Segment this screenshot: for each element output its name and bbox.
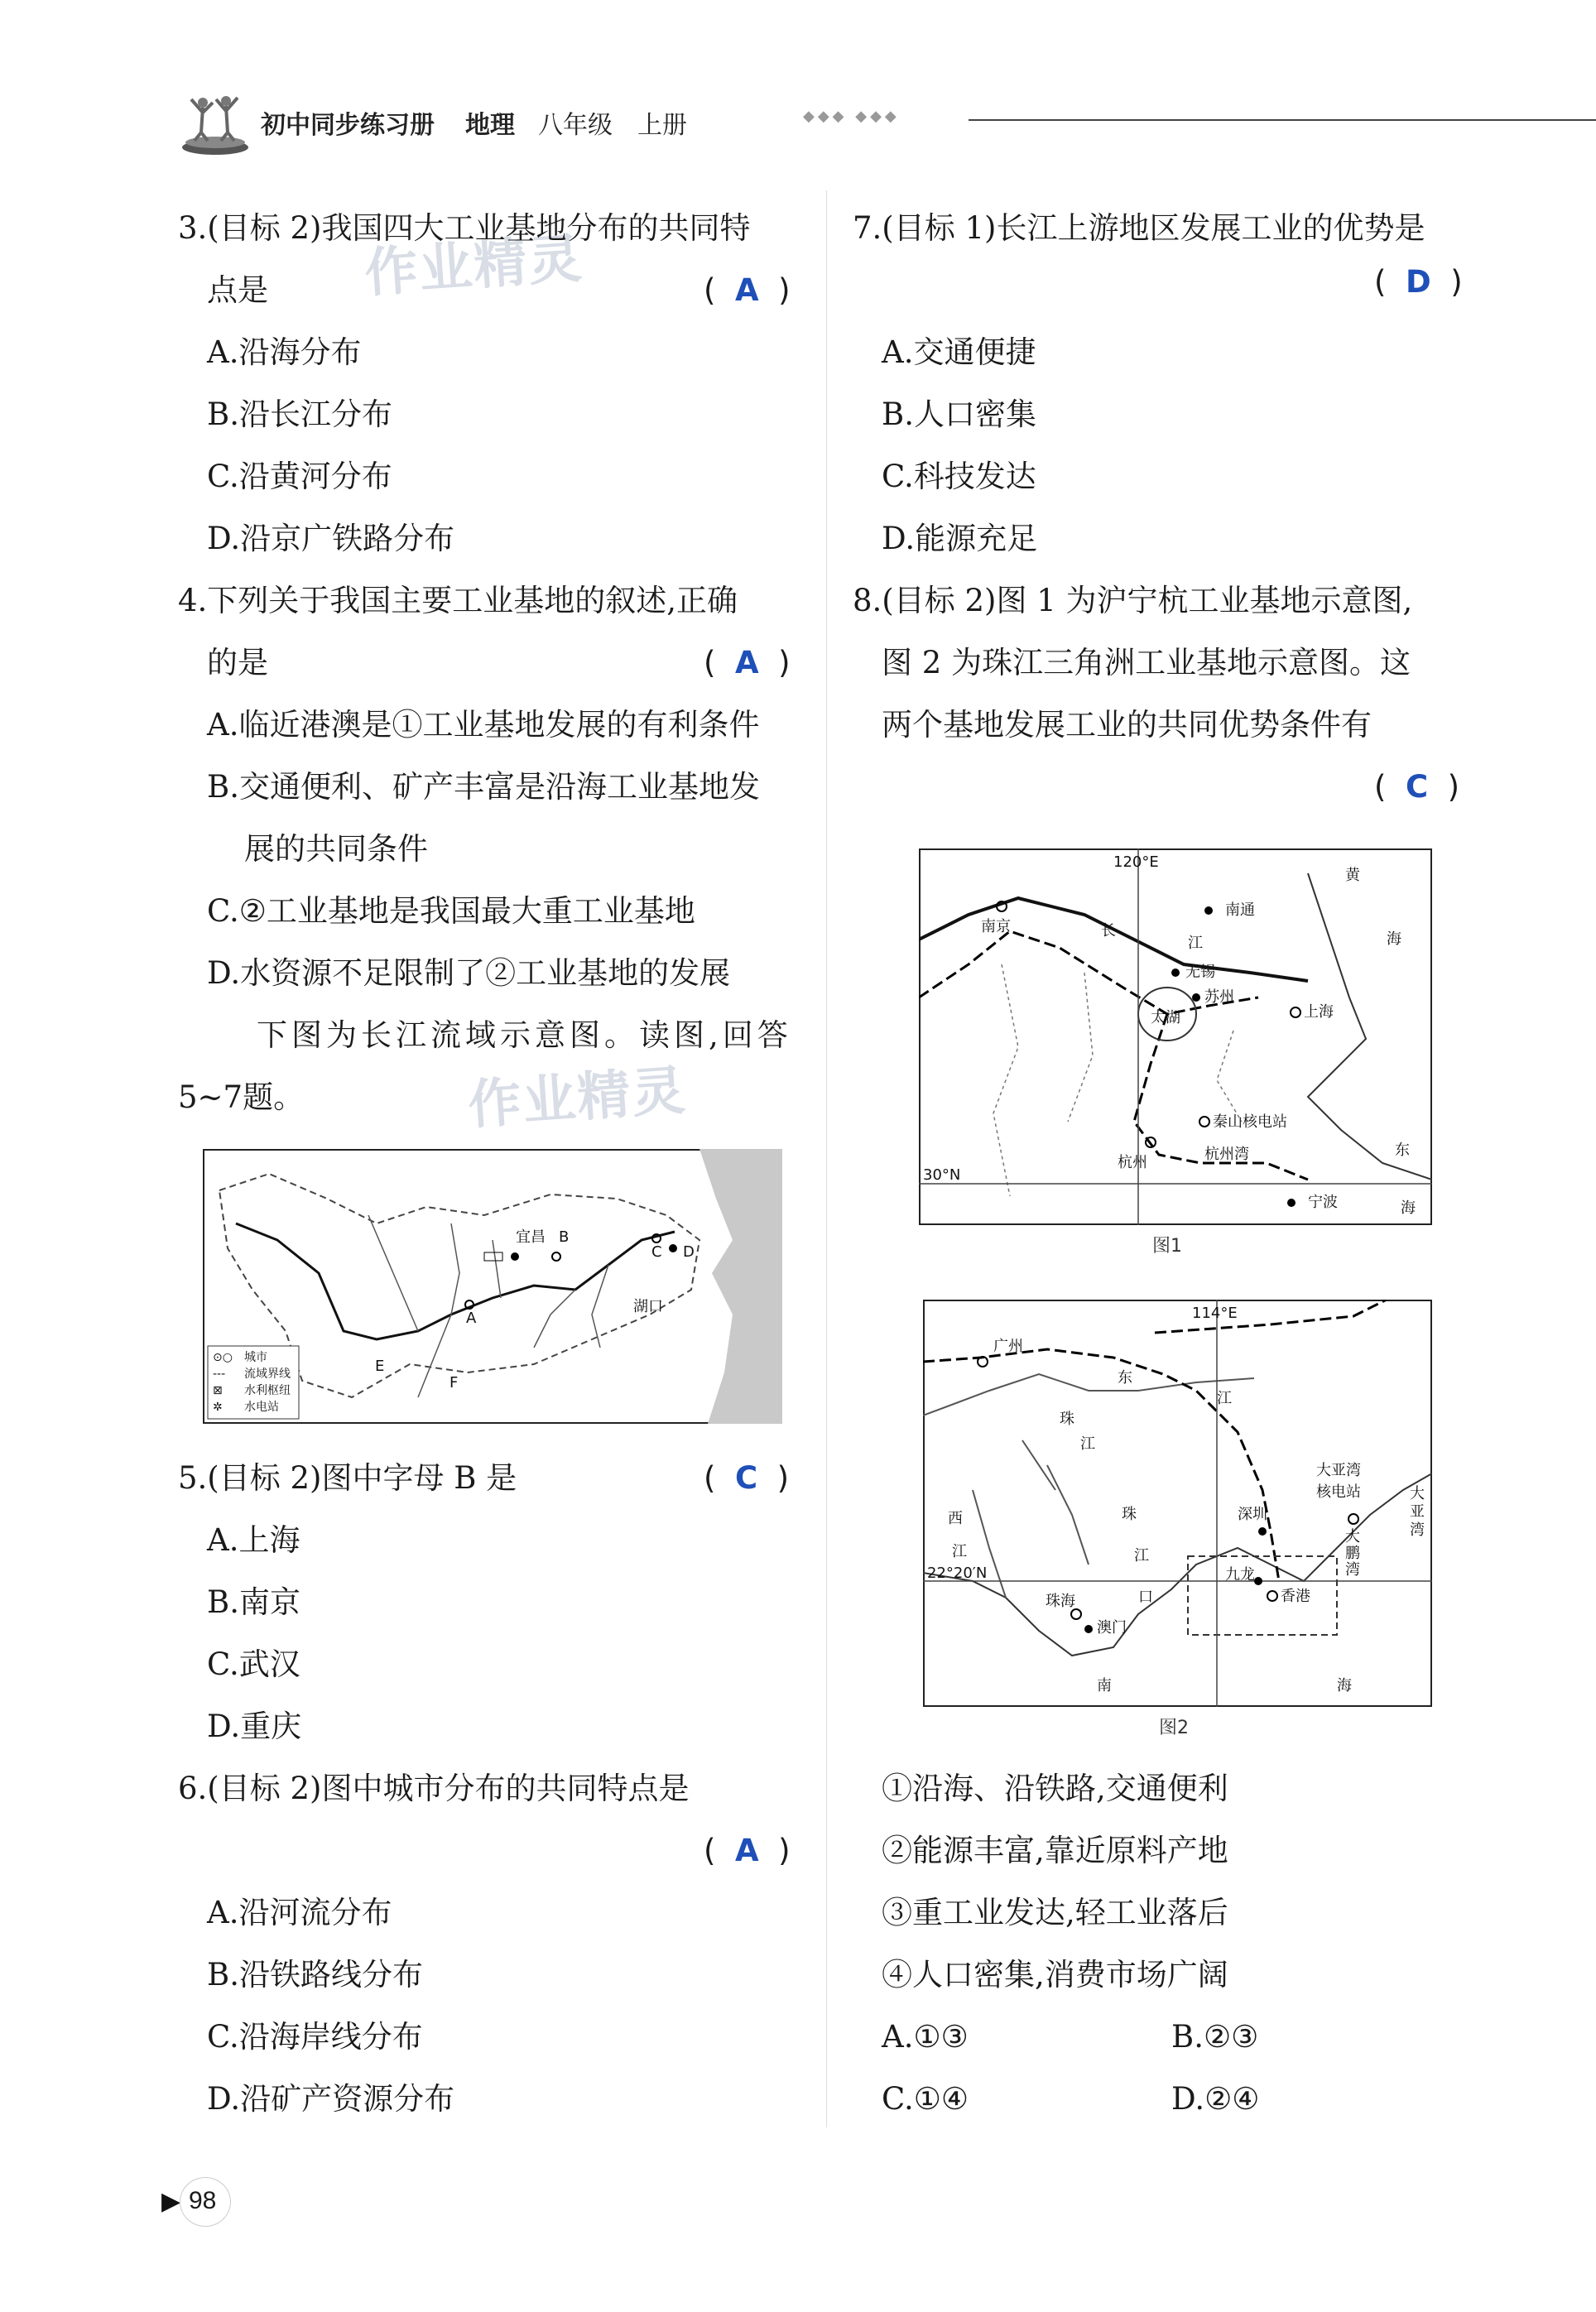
map1-label-nanjing: 南京 (981, 918, 1011, 935)
q5-answer: C (734, 1460, 758, 1496)
map2-label-peng: 鹏 (1345, 1545, 1360, 1562)
header-decoration: ◆◆◆ ◆◆◆ (803, 108, 900, 125)
legend-boundary: 流域界线 (244, 1367, 291, 1381)
map2-label-hedianzhan: 核电站 (1316, 1483, 1361, 1501)
map1-label-hangzhouwan: 杭州湾 (1204, 1146, 1249, 1163)
yangtze-city-yichang-marker (511, 1252, 519, 1261)
q8-option-d: D.②④ (1171, 2081, 1260, 2117)
yangtze-label-f: F (449, 1374, 459, 1392)
map2-caption: 图2 (1159, 1718, 1189, 1738)
q3-option-a: A.沿海分布 (207, 334, 362, 370)
map2-label-jiang1: 江 (1217, 1390, 1232, 1407)
map2-label-jiulong: 九龙 (1225, 1566, 1255, 1584)
svg-text:✲: ✲ (213, 1401, 223, 1414)
map2-label-shenzhen: 深圳 (1238, 1506, 1267, 1523)
q5-answer-box: ( C ) (704, 1460, 790, 1496)
svg-text:⊠: ⊠ (213, 1384, 223, 1397)
intro-line1: 下图为长江流域示意图。读图,回答 (257, 1017, 792, 1053)
yangtze-label-c: C (651, 1243, 662, 1261)
intro-line2: 5~7题。 (178, 1079, 305, 1115)
page-arrow-icon: ▶ (161, 2187, 181, 2216)
yangtze-map (203, 1149, 782, 1424)
map2-label-hai: 海 (1337, 1677, 1352, 1694)
q4-answer: A (734, 645, 759, 680)
q3-option-b: B.沿长江分布 (207, 397, 392, 432)
q8-option-b: B.②③ (1171, 2019, 1259, 2055)
map2-label-guangzhou: 广州 (993, 1338, 1023, 1355)
header-book-title: 初中同步练习册 (261, 111, 435, 140)
svg-text:‐‐‐: ‐‐‐ (213, 1367, 226, 1381)
header (174, 98, 1482, 147)
yangtze-label-a: A (466, 1310, 477, 1327)
header-volume: 上册 (637, 111, 687, 140)
q3-answer-box: ( A ) (704, 272, 791, 308)
map1-label-nantong: 南通 (1225, 901, 1255, 919)
q5-stem: 5.(目标 2)图中字母 B 是 (178, 1460, 517, 1496)
map2-label-zhu2: 珠 (1122, 1506, 1137, 1523)
page-number-badge (161, 2177, 244, 2227)
q7-option-c: C.科技发达 (882, 459, 1036, 494)
q6-option-a: A.沿河流分布 (207, 1895, 392, 1930)
map2-label-jiang2: 江 (1080, 1435, 1095, 1453)
legend-dam: 水利枢纽 (244, 1384, 291, 1397)
yangtze-label-hukou: 湖口 (633, 1298, 663, 1315)
q8-option-a: A.①③ (882, 2019, 969, 2055)
map1-label-120e: 120°E (1113, 853, 1159, 871)
map2-label-114e: 114°E (1192, 1305, 1238, 1322)
q8-statement-3: ③重工业发达,轻工业落后 (882, 1895, 1228, 1930)
q6-option-d: D.沿矿产资源分布 (207, 2081, 455, 2117)
yangtze-label-d: D (683, 1243, 695, 1261)
map1-label-wuxi: 无锡 (1185, 964, 1215, 981)
q8-stem-line1: 8.(目标 2)图 1 为沪宁杭工业基地示意图, (853, 583, 1413, 618)
q8-statement-4: ④人口密集,消费市场广阔 (882, 1957, 1228, 1992)
q3-answer: A (734, 272, 759, 308)
map2-label-wan1: 湾 (1410, 1521, 1425, 1539)
q4-option-a: A.临近港澳是①工业基地发展的有利条件 (207, 707, 760, 743)
map2-label-zhuhai: 珠海 (1046, 1593, 1075, 1610)
map2-label-22n: 22°20′N (927, 1565, 988, 1582)
map1-label-taihu: 太湖 (1151, 1009, 1180, 1026)
map2-pearl-river-delta (923, 1300, 1432, 1707)
page-number: 98 (189, 2187, 217, 2214)
q8-answer: C (1405, 769, 1429, 805)
q7-option-a: A.交通便捷 (882, 334, 1036, 370)
q6-answer: A (734, 1833, 759, 1868)
q6-answer-box: ( A ) (704, 1833, 791, 1868)
yangtze-label-yichang: 宜昌 (516, 1228, 546, 1246)
yangtze-label-e: E (375, 1358, 385, 1375)
header-grade: 八年级 (538, 111, 613, 140)
header-rule (969, 119, 1596, 121)
q3-stem-line2: 点是 (207, 272, 268, 308)
map1-label-chang: 长 (1101, 922, 1116, 940)
q3-option-d: D.沿京广铁路分布 (207, 521, 455, 556)
map2-label-xi: 西 (948, 1510, 963, 1527)
q7-answer-box: ( D ) (1374, 264, 1463, 300)
svg-text:⊙○: ⊙○ (213, 1351, 233, 1364)
map1-label-huang: 黄 (1345, 867, 1360, 884)
q8-stem-line2: 图 2 为珠江三角洲工业基地示意图。这 (882, 645, 1411, 680)
q5-option-b: B.南京 (207, 1584, 300, 1620)
map1-huningang (919, 848, 1432, 1225)
q6-stem: 6.(目标 2)图中城市分布的共同特点是 (178, 1771, 690, 1806)
map2-label-zhu1: 珠 (1060, 1411, 1074, 1428)
q4-option-b-cont: 展的共同条件 (244, 831, 428, 867)
q8-statement-2: ②能源丰富,靠近原料产地 (882, 1833, 1228, 1868)
watermark-middle: 作业精灵 (466, 1060, 689, 1137)
map1-label-dong: 东 (1395, 1142, 1410, 1159)
map1-label-shanghai: 上海 (1304, 1003, 1334, 1021)
map2-label-jiang3: 江 (952, 1543, 967, 1560)
map2-label-aomen: 澳门 (1097, 1619, 1127, 1637)
q3-stem-line1: 3.(目标 2)我国四大工业基地分布的共同特 (178, 210, 751, 246)
q8-option-c: C.①④ (882, 2081, 969, 2117)
map1-label-30n: 30°N (923, 1166, 961, 1184)
map2-label-da1: 大 (1410, 1485, 1425, 1502)
q6-option-b: B.沿铁路线分布 (207, 1957, 423, 1992)
map2-label-dayawan: 大亚湾 (1316, 1462, 1361, 1479)
map2-label-da2: 大 (1345, 1528, 1360, 1545)
legend-hydro: 水电站 (244, 1401, 279, 1414)
q7-option-d: D.能源充足 (882, 521, 1038, 556)
yangtze-city-d-marker (669, 1244, 677, 1252)
q7-stem: 7.(目标 1)长江上游地区发展工业的优势是 (853, 210, 1425, 246)
map1-label-jiang: 江 (1188, 935, 1203, 952)
q4-option-c: C.②工业基地是我国最大重工业基地 (207, 893, 695, 929)
map1-label-qinshan: 秦山核电站 (1213, 1113, 1287, 1131)
map2-label-ya: 亚 (1410, 1503, 1425, 1521)
q7-option-b: B.人口密集 (882, 397, 1036, 432)
map2-label-xianggang: 香港 (1281, 1588, 1310, 1605)
q7-answer: D (1405, 264, 1431, 300)
q4-stem-line2: 的是 (207, 645, 268, 680)
map1-caption: 图1 (1152, 1236, 1182, 1257)
map1-label-hai2: 海 (1401, 1199, 1416, 1217)
map2-label-kou: 口 (1138, 1589, 1153, 1606)
map1-label-suzhou: 苏州 (1204, 988, 1234, 1006)
q8-answer-box: ( C ) (1374, 769, 1460, 805)
q5-option-c: C.武汉 (207, 1646, 300, 1682)
map2-label-nan: 南 (1097, 1677, 1112, 1694)
q4-option-b: B.交通便利、矿产丰富是沿海工业基地发 (207, 769, 760, 805)
q3-option-c: C.沿黄河分布 (207, 459, 392, 494)
map1-label-hai1: 海 (1387, 930, 1401, 948)
legend-city: 城市 (244, 1351, 267, 1364)
yangtze-label-b: B (559, 1228, 570, 1246)
map1-label-hangzhou: 杭州 (1118, 1154, 1147, 1171)
q4-answer-box: ( A ) (704, 645, 791, 680)
map2-label-wan2: 湾 (1345, 1561, 1360, 1579)
map1-label-ningbo: 宁波 (1308, 1194, 1338, 1211)
map2-label-jiang4: 江 (1134, 1547, 1149, 1565)
q5-option-a: A.上海 (207, 1522, 300, 1558)
q8-statement-1: ①沿海、沿铁路,交通便利 (882, 1771, 1228, 1806)
q4-option-d: D.水资源不足限制了②工业基地的发展 (207, 955, 731, 991)
q6-option-c: C.沿海岸线分布 (207, 2019, 423, 2055)
q4-stem-line1: 4.下列关于我国主要工业基地的叙述,正确 (178, 583, 738, 618)
yangtze-legend (208, 1346, 299, 1419)
map2-label-dong: 东 (1118, 1369, 1132, 1387)
header-subject: 地理 (465, 111, 515, 140)
watermark-top: 作业精灵 (363, 228, 585, 305)
header-logo-icon (178, 91, 252, 157)
q5-option-d: D.重庆 (207, 1709, 302, 1744)
column-divider (826, 190, 827, 2127)
q8-stem-line3: 两个基地发展工业的共同优势条件有 (882, 707, 1372, 743)
